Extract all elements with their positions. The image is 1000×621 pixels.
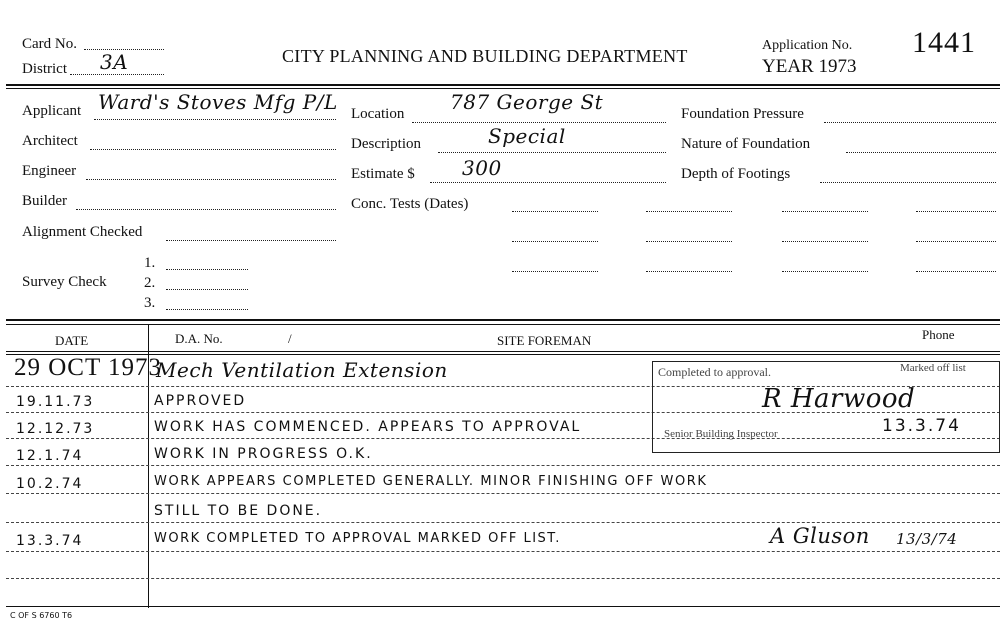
year-label: YEAR 1973 [762, 56, 857, 77]
survey-line-2 [166, 289, 248, 290]
inspector-signature-date: 13/3/74 [896, 530, 958, 548]
stamp-senior-label: Senior Building Inspector [664, 428, 778, 440]
conc-line-c1 [782, 211, 868, 212]
table-row-entry-2: APPROVED [154, 393, 247, 409]
table-bottom-rule [6, 606, 1000, 607]
description-label: Description [351, 136, 421, 152]
conc-line-d3 [916, 271, 996, 272]
builder-line [76, 209, 336, 210]
table-row-entry-5: WORK APPEARS COMPLETED GENERALLY. MINOR FINISHING OFF WORK [154, 474, 708, 489]
row-line-7 [6, 551, 1000, 552]
builder-label: Builder [22, 193, 67, 209]
depth-line [820, 182, 996, 183]
department-title: CITY PLANNING AND BUILDING DEPARTMENT [282, 46, 688, 66]
da-slash: / [288, 331, 292, 346]
form-code: C OF S 6760 T6 [10, 611, 73, 620]
table-row-entry-1: Mech Ventilation Extension [156, 358, 448, 382]
applicant-line [94, 119, 336, 120]
architect-line [90, 149, 336, 150]
conc-line-b1 [646, 211, 732, 212]
district-line [70, 74, 164, 75]
description-line [438, 152, 666, 153]
survey-label: Survey Check [22, 274, 107, 290]
table-row-entry-6: STILL TO BE DONE. [154, 503, 323, 519]
date-header: DATE [55, 333, 89, 348]
location-line [412, 122, 666, 123]
conc-line-d1 [916, 211, 996, 212]
engineer-label: Engineer [22, 163, 77, 179]
location-label: Location [351, 106, 405, 122]
alignment-line [166, 240, 336, 241]
conc-line-c2 [782, 241, 868, 242]
table-row-date-7: 13.3.74 [16, 533, 84, 549]
table-row-date-2: 19.11.73 [16, 394, 95, 410]
conc-tests-label: Conc. Tests (Dates) [351, 196, 469, 212]
table-row-entry-7: WORK COMPLETED TO APPROVAL MARKED OFF LIST. [154, 531, 561, 546]
table-row-date-3: 12.12.73 [16, 421, 95, 437]
stamp-marked-label: Marked off list [900, 362, 966, 374]
table-row-date-5: 10.2.74 [16, 476, 84, 492]
application-number: 1441 [912, 26, 976, 59]
survey-item-2: 2. [144, 275, 156, 291]
district-value: 3A [100, 50, 129, 74]
row-line-4 [6, 465, 1000, 466]
applicant-label: Applicant [22, 103, 82, 119]
survey-item-1: 1. [144, 255, 156, 271]
site-foreman-header: SITE FOREMAN [497, 333, 592, 348]
estimate-label: Estimate $ [351, 166, 415, 182]
conc-line-a1 [512, 211, 598, 212]
alignment-label: Alignment Checked [22, 224, 143, 240]
survey-item-3: 3. [144, 295, 156, 311]
nature-of-foundation-label: Nature of Foundation [681, 136, 811, 152]
nature-line [846, 152, 996, 153]
conc-line-c3 [782, 271, 868, 272]
conc-line-d2 [916, 241, 996, 242]
table-row-entry-3: WORK HAS COMMENCED. APPEARS TO APPROVAL [154, 419, 582, 435]
table-top-rule [6, 319, 1000, 321]
header-divider-thin [6, 88, 1000, 89]
table-row-date-1: 29 OCT 1973 [14, 354, 163, 381]
description-value: Special [488, 124, 566, 148]
da-no-header: D.A. No. [175, 331, 223, 346]
estimate-line [430, 182, 666, 183]
row-line-5 [6, 493, 1000, 494]
inspector-signature: A Gluson [770, 524, 870, 548]
conc-line-b2 [646, 241, 732, 242]
header-bottom-rule [6, 351, 1000, 352]
depth-of-footings-label: Depth of Footings [681, 166, 791, 182]
application-no-label: Application No. [762, 38, 853, 53]
card-no-label: Card No. [22, 36, 77, 52]
district-label: District [22, 61, 67, 77]
stamp-signature: R Harwood [762, 384, 916, 414]
conc-line-a2 [512, 241, 598, 242]
conc-line-a3 [512, 271, 598, 272]
foundation-pressure-label: Foundation Pressure [681, 106, 804, 122]
table-top-rule-thin [6, 324, 1000, 325]
survey-line-3 [166, 309, 248, 310]
conc-line-b3 [646, 271, 732, 272]
location-value: 787 George St [450, 90, 604, 114]
stamp-date: 13.3.74 [882, 416, 961, 436]
row-line-8 [6, 578, 1000, 579]
phone-header: Phone [922, 327, 955, 342]
table-row-entry-4: WORK IN PROGRESS O.K. [154, 446, 373, 462]
row-line-6 [6, 522, 1000, 523]
header-divider [6, 84, 1000, 86]
survey-line-1 [166, 269, 248, 270]
stamp-completed-label: Completed to approval. [658, 365, 771, 379]
architect-label: Architect [22, 133, 78, 149]
estimate-value: 300 [462, 156, 502, 180]
engineer-line [86, 179, 336, 180]
applicant-value: Ward's Stoves Mfg P/L [98, 90, 338, 114]
foundation-pressure-line [824, 122, 996, 123]
table-row-date-4: 12.1.74 [16, 448, 84, 464]
